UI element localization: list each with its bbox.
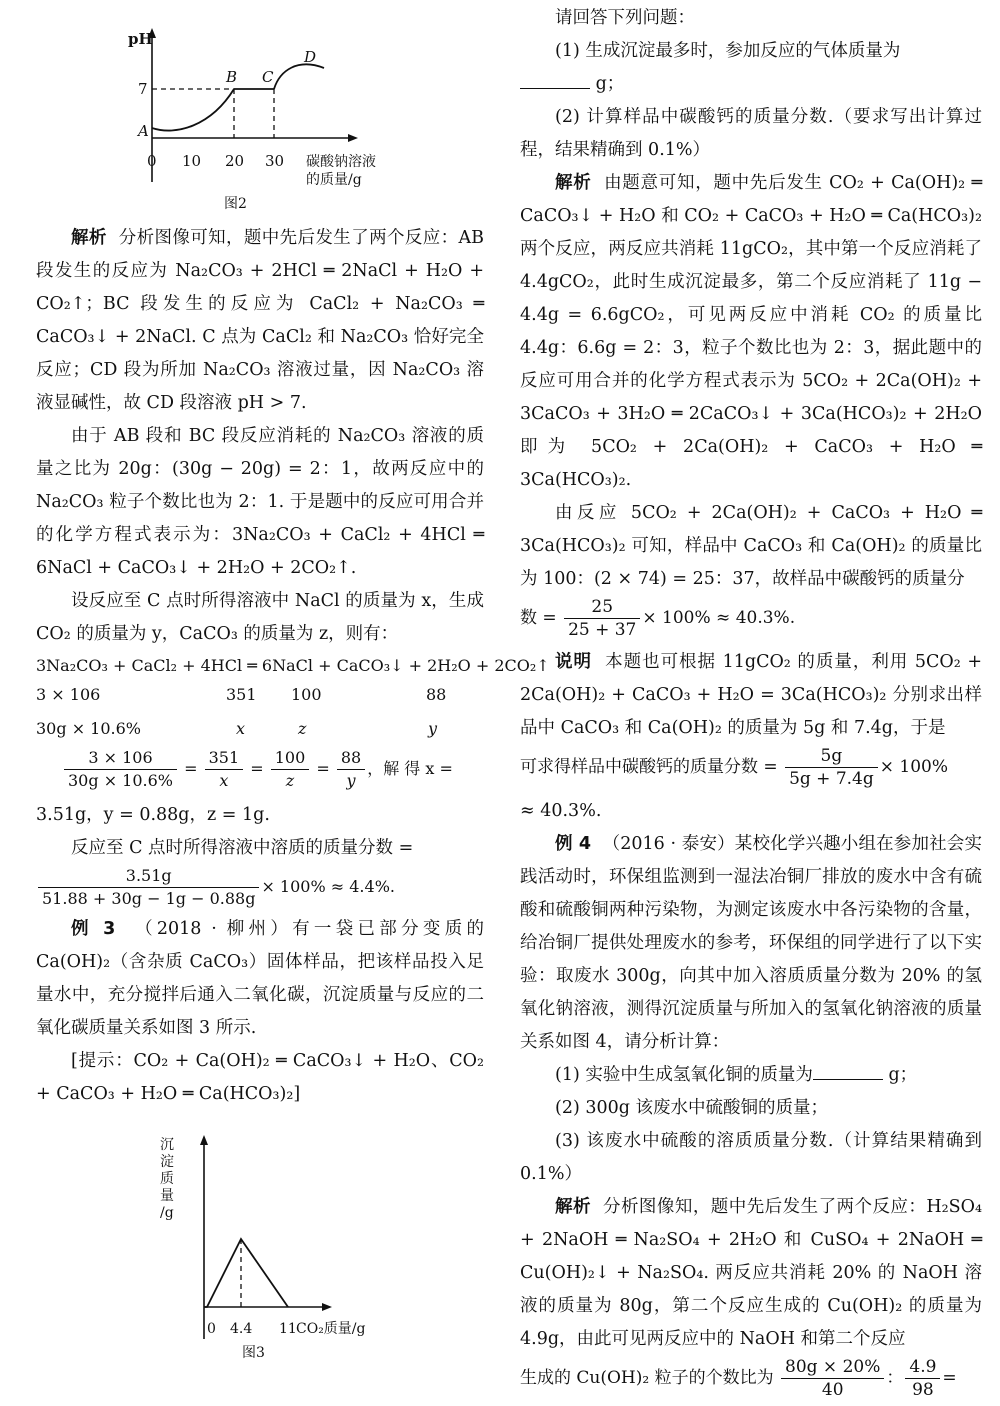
ratio-sep: ： bbox=[886, 1368, 904, 1388]
ratio-pre: 生成的 Cu(OH)₂ 粒子的个数比为 bbox=[520, 1368, 774, 1388]
prop-frac-2: $\frac{351}{x}$ bbox=[205, 747, 244, 792]
example-3-hint: [提示：CO₂ + Ca(OH)₂ ═ CaCO₃↓ + H₂O、CO₂ + CaCO₃ + H₂O ═ Ca(HCO₃)₂] bbox=[36, 1051, 484, 1104]
fig3-x-tick-4-4: 4.4 bbox=[230, 1321, 253, 1337]
fig2-point-d: D bbox=[304, 48, 317, 66]
ratio-frac-2: $\frac{4.9}{98}$ bbox=[905, 1356, 940, 1401]
example-4-analysis-label: 解析 bbox=[555, 1197, 591, 1217]
prop-frac-4: $\frac{88}{y}$ bbox=[337, 747, 365, 792]
example-4-q3: (3) 该废水中硫酸的溶质质量分数.（计算结果精确到 0.1%） bbox=[520, 1131, 982, 1184]
fig3-x-tick-0: 0 bbox=[207, 1321, 216, 1337]
fig3-x-axis-label: CO₂质量/g bbox=[296, 1321, 366, 1337]
figure-3-precipitate-chart bbox=[36, 1111, 484, 1361]
fig2-point-c: C bbox=[262, 68, 274, 86]
coef-na2co3: 3 × 106 bbox=[36, 685, 101, 704]
example-4-label: 例 4 bbox=[555, 834, 592, 854]
question-intro: 请回答下列问题： bbox=[555, 8, 695, 28]
fig2-curve-cd bbox=[274, 64, 324, 89]
answer-blank-2[interactable] bbox=[813, 1061, 883, 1080]
prop-frac-3: $\frac{100}{z}$ bbox=[271, 747, 310, 792]
fig2-x-tick-20: 20 bbox=[225, 152, 245, 170]
paragraph-analysis-2: 由于 AB 段和 BC 段反应消耗的 Na₂CO₃ 溶液的质量之比为 20g：(30g − 20g) = 2：1，故两反应中的 Na₂CO₃ 粒子个数比也为 2：1. 于是题中的反应可用合并的化学方程式表示为：3Na₂CO₃ + CaCl₂ + 4HCl ═ 6NaCl + CaCO₃↓ + 2H₂O + 2CO₂↑. bbox=[36, 426, 484, 578]
val-x: x bbox=[236, 719, 246, 738]
fig3-x-tick-11: 11 bbox=[279, 1321, 297, 1337]
question-1-tail: g； bbox=[595, 74, 625, 94]
question-1: (1) 生成沉淀最多时，参加反应的气体质量为 bbox=[555, 41, 901, 61]
fig2-x-tick-0: 0 bbox=[147, 152, 157, 170]
fig3-y-label-4: 量 bbox=[160, 1188, 174, 1204]
example-4-analysis-text: 分析图像知，题中先后发生了两个反应：H₂SO₄ + 2NaOH ═ Na₂SO₄ + 2H₂O 和 CuSO₄ + 2NaOH ═ Cu(OH)₂↓ + Na₂SO₄. 两反应共消耗 20% 的 NaOH 溶液的质量为 80g，第二个反应生成的 Cu(OH)₂ 的质量为 4.9g，由此可见两反应中的 NaOH 和第二个反应 bbox=[520, 1197, 982, 1349]
right-column bbox=[520, 0, 982, 1406]
question-2: (2) 计算样品中碳酸钙的质量分数.（要求写出计算过程，结果精确到 0.1%） bbox=[520, 107, 982, 160]
analysis-label: 解析 bbox=[71, 228, 107, 248]
mass-fraction-frac: $\frac{3.51g}{51.88 + 30g - 1g - 0.88g}$ bbox=[38, 865, 259, 910]
note-frac: $\frac{5g}{5g + 7.4g}$ bbox=[785, 745, 878, 790]
fig2-x-axis-label-2: 的质量/g bbox=[306, 172, 362, 188]
example-4-q2: (2) 300g 该废水中硫酸铜的质量； bbox=[555, 1098, 829, 1118]
equation-coefficients-row-1 bbox=[36, 681, 484, 711]
coef-caco3: 100 bbox=[291, 685, 322, 704]
paragraph-analysis-3: 设反应至 C 点时所得溶液中 NaCl 的质量为 x，生成 CO₂ 的质量为 y，CaCO₃ 的质量为 z，则有： bbox=[36, 591, 484, 644]
note-fraction-tail: × 100% bbox=[879, 757, 948, 777]
solution-fraction bbox=[520, 596, 982, 646]
example-4-text: （2016 · 泰安）某校化学兴趣小组在参加社会实践活动时，环保组监测到一湿法冶铜厂排放的废水中含有硫酸和硫酸铜两种污染物，为测定该废水中各污染物的含量，给冶铜厂提供处理废水的参考，环保组的同学进行了以下实验：取废水 300g，向其中加入溶质质量分数为 20% 的氢氧化钠溶液，测得沉淀质量与所加入的氢氧化钠溶液的质量关系如图 4，请分析计算： bbox=[520, 834, 982, 1052]
ratio-tail: = bbox=[942, 1368, 957, 1388]
note-fraction bbox=[520, 745, 982, 795]
solution-analysis bbox=[520, 167, 982, 497]
answer-blank-1[interactable] bbox=[520, 70, 590, 89]
fig2-caption: 图2 bbox=[224, 196, 247, 212]
mass-fraction-formula bbox=[36, 865, 484, 913]
val-na2co3: 30g × 10.6% bbox=[36, 719, 142, 738]
solution-fraction-pre: 数 = bbox=[520, 608, 557, 628]
example-3-text: （2018 · 柳州）有一袋已部分变质的 Ca(OH)₂（含杂质 CaCO₃）固体样品，把该样品投入足量水中，充分搅拌后通入二氧化碳，沉淀质量与反应的二氧化碳质量关系如图 3 所示. bbox=[36, 919, 484, 1038]
left-column bbox=[36, 0, 550, 1361]
fig3-caption: 图3 bbox=[242, 1345, 265, 1361]
solution-values: 3.51g，y = 0.88g，z = 1g. bbox=[36, 805, 270, 825]
fig2-point-a: A bbox=[138, 122, 149, 140]
fig3-line bbox=[204, 1239, 288, 1307]
example-4-q1 bbox=[520, 1059, 982, 1092]
fig3-y-label-1: 沉 bbox=[160, 1137, 174, 1153]
fig3-y-label-2: 淀 bbox=[160, 1154, 174, 1170]
note-fraction-pre: 可求得样品中碳酸钙的质量分数 = bbox=[520, 757, 778, 777]
caco3-fraction: $\frac{25}{25 + 37}$ bbox=[564, 596, 640, 641]
example-4-analysis bbox=[520, 1191, 982, 1356]
solution-fraction-tail: × 100% ≈ 40.3%. bbox=[642, 608, 796, 628]
example-3 bbox=[36, 913, 484, 1045]
mass-fraction-tail: × 100% ≈ 4.4%. bbox=[261, 877, 395, 896]
note-paragraph bbox=[520, 646, 982, 745]
combined-equation: 3Na₂CO₃ + CaCl₂ + 4HCl ═ 6NaCl + CaCO₃↓ + 2H₂O + 2CO₂↑ bbox=[36, 656, 550, 675]
fig2-point-b: B bbox=[226, 68, 238, 86]
figure-2-ph-chart bbox=[36, 0, 484, 222]
prop-frac-1: $\frac{3 \times 106}{30g \times 10.6\%}$ bbox=[64, 747, 177, 792]
fig3-y-label-5: /g bbox=[160, 1205, 174, 1221]
fig2-x-axis-label-1: 碳酸钠溶液 bbox=[306, 154, 376, 170]
fig2-x-tick-30: 30 bbox=[265, 152, 285, 170]
question-1-answer-line bbox=[520, 68, 982, 101]
example-4-q1-tail: g； bbox=[888, 1065, 918, 1085]
val-z: z bbox=[298, 719, 307, 738]
val-y: y bbox=[428, 719, 438, 738]
equation-coefficients-row-2 bbox=[36, 711, 484, 747]
fig2-y-tick-7: 7 bbox=[138, 80, 148, 98]
example-4-ratio bbox=[520, 1356, 982, 1406]
fig2-x-tick-10: 10 bbox=[182, 152, 202, 170]
coef-co2: 88 bbox=[426, 685, 447, 704]
example-4 bbox=[520, 828, 982, 1059]
note-text: 本题也可根据 11gCO₂ 的质量，利用 5CO₂ + 2Ca(OH)₂ + CaCO₃ + H₂O = 3Ca(HCO₃)₂ 分别求出样品中 CaCO₃ 和 Ca(OH)₂ 的质量为 5g 和 7.4g，于是 bbox=[520, 652, 982, 738]
solution-label: 解析 bbox=[555, 173, 592, 193]
solution-ratio: 由反应 5CO₂ + 2Ca(OH)₂ + CaCO₃ + H₂O ═ 3Ca(HCO₃)₂ 可知，样品中 CaCO₃ 和 Ca(OH)₂ 的质量比为 100：(2 × 74) = 25：37，故样品中碳酸钙的质量分 bbox=[520, 503, 982, 589]
solution-text: 由题意可知，题中先后发生 CO₂ + Ca(OH)₂ ═ CaCO₃↓ + H₂O 和 CO₂ + CaCO₃ + H₂O ═ Ca(HCO₃)₂ 两个反应，两反应共消耗 11gCO₂，其中第一个反应消耗了 4.4gCO₂，此时生成沉淀最多，第二个反应消耗了 11g − 4.4g = 6.6gCO₂，可见两反应中消耗 CO₂ 的质量比 4.4g：6.6g = 2：3，粒子个数比也为 2：3，据此题中的反应可用合并的化学方程式表示为 5CO₂ + 2Ca(OH)₂ + 3CaCO₃ + 3H₂O ═ 2CaCO₃↓ + 3Ca(HCO₃)₂ + 2H₂O 即为 5CO₂ + 2Ca(OH)₂ + CaCO₃ + H₂O ═ 3Ca(HCO₃)₂. bbox=[520, 173, 983, 490]
fig3-y-label-3: 质 bbox=[160, 1171, 174, 1187]
ratio-frac-1: $\frac{80g \times 20\%}{40}$ bbox=[781, 1356, 884, 1401]
paragraph-analysis-1 bbox=[36, 222, 484, 420]
analysis-text: 分析图像可知，题中先后发生了两个反应：AB 段发生的反应为 Na₂CO₃ + 2HCl ═ 2NaCl + H₂O + CO₂↑；BC 段发生的反应为 CaCl₂ + Na₂CO₃ ═ CaCO₃↓ + 2NaCl. C 点为 CaCl₂ 和 Na₂CO₃ 恰好完全反应；CD 段为所加 Na₂CO₃ 溶液过量，因 Na₂CO₃ 溶液显碱性，故 CD 段溶液 pH > 7. bbox=[36, 228, 485, 413]
note-label: 说明 bbox=[555, 652, 592, 672]
fig2-curve-ab bbox=[152, 89, 234, 131]
note-result: ≈ 40.3%. bbox=[520, 801, 602, 821]
proportion-equation: $\frac{3 \times 106}{30g \times 10.6\%}$ = $\frac{351}{x}$ = $\frac{100}{z}$ = $\frac{88}{y}$ ，解 得 x = bbox=[62, 747, 484, 799]
example-3-label: 例 3 bbox=[71, 919, 116, 939]
paragraph-mass-fraction: 反应至 C 点时所得溶液中溶质的质量分数 = bbox=[71, 838, 414, 858]
example-4-q1-text: (1) 实验中生成氢氧化铜的质量为 bbox=[555, 1065, 813, 1085]
prop-tail: ，解 得 x = bbox=[367, 759, 453, 778]
fig2-y-axis-label: pH bbox=[128, 30, 153, 48]
coef-nacl: 351 bbox=[226, 685, 257, 704]
